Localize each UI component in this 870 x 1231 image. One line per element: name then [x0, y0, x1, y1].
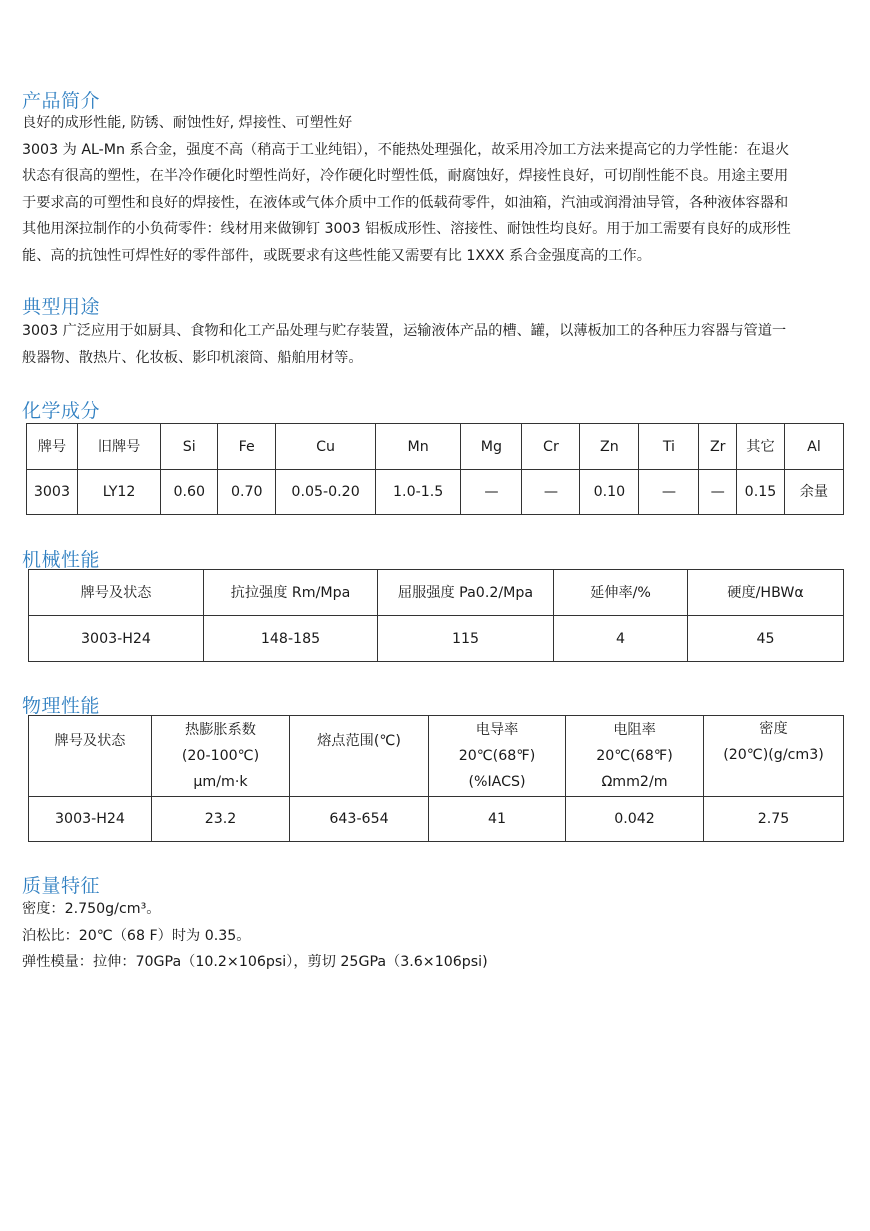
table-cell: —: [461, 470, 522, 515]
header-cell: Cu: [276, 424, 376, 470]
header-text: (%IACS): [468, 774, 526, 790]
table-cell: 23.2: [152, 797, 290, 842]
table-cell: 1.0-1.5: [375, 470, 460, 515]
intro-title: 产品简介: [22, 90, 101, 112]
table-cell: —: [639, 470, 699, 515]
header-text: 牌号及状态: [54, 733, 126, 749]
quality-line: 密度：2.750g/cm³。: [22, 901, 161, 917]
table-cell: 0.15: [737, 470, 785, 515]
intro-line: 于要求高的可塑性和良好的焊接性，在液体或气体介质中工作的低载荷零件，如油箱，汽油或润滑油导管，各种液体容器和: [22, 194, 789, 211]
header-cell: 硬度/HBWα: [688, 570, 844, 616]
table-row: [29, 616, 844, 662]
header-text: (20-100℃): [181, 748, 260, 764]
chemical-table: [26, 423, 844, 515]
table-cell: 41: [429, 797, 566, 842]
intro-line: 其他用深拉制作的小负荷零件：线材用来做铆钉 3003 铝板成形性、溶接性、耐蚀性均良好。用于加工需要有良好的成形性: [22, 221, 791, 237]
physical-title: 物理性能: [22, 695, 101, 717]
table-cell: 45: [688, 616, 844, 662]
header-cell: [429, 716, 566, 797]
header-text: 电导率: [475, 722, 519, 738]
table-cell: 115: [378, 616, 554, 662]
table-row: [27, 470, 844, 515]
table-cell: 3003: [27, 470, 78, 515]
header-cell: Fe: [218, 424, 276, 470]
header-cell: [566, 716, 704, 797]
table-cell: 0.70: [218, 470, 276, 515]
table-cell: 0.10: [580, 470, 639, 515]
table-cell: 0.042: [566, 797, 704, 842]
header-text: 20℃(68℉): [596, 748, 673, 764]
header-cell: 牌号及状态: [29, 570, 204, 616]
table-cell: 余量: [784, 470, 843, 515]
table-cell: —: [699, 470, 737, 515]
header-cell: Ti: [639, 424, 699, 470]
quality-title: 质量特征: [22, 875, 101, 897]
intro-line: 能、高的抗蚀性可焊性好的零件部件，或既要求有这些性能又需要有比 1XXX 系合金强度高的工作。: [22, 247, 651, 264]
table-cell: 0.05-0.20: [276, 470, 376, 515]
intro-line: 3003 为 AL-Mn 系合金，强度不高（稍高于工业纯铝），不能热处理强化，故采用冷加工方法来提高它的力学性能：在退火: [22, 141, 790, 158]
header-text: (20℃)(g/cm3): [723, 747, 824, 763]
header-text: Ωmm2/m: [601, 774, 668, 790]
table-cell: 0.60: [161, 470, 218, 515]
header-cell: Si: [161, 424, 218, 470]
header-text: 电阻率: [613, 722, 656, 738]
table-row: [29, 797, 844, 842]
table-cell: 2.75: [704, 797, 844, 842]
table-cell: 148-185: [204, 616, 378, 662]
header-cell: 屈服强度 Pa0.2/Mpa: [378, 570, 554, 616]
quality-line: 泊松比：20℃（68 F）时为 0.35。: [22, 927, 251, 944]
header-cell: [704, 716, 844, 797]
header-cell: 抗拉强度 Rm/Mpa: [204, 570, 378, 616]
header-cell: Mg: [461, 424, 522, 470]
header-cell: 其它: [737, 424, 785, 470]
header-cell: [290, 716, 429, 797]
header-cell: Al: [784, 424, 843, 470]
header-text: 密度: [759, 721, 788, 737]
mechanical-table: [28, 569, 844, 662]
intro-line: 良好的成形性能, 防锈、耐蚀性好, 焊接性、可塑性好: [22, 115, 353, 131]
intro-line: 状态有很高的塑性，在半冷作硬化时塑性尚好，冷作硬化时塑性低，耐腐蚀好，焊接性良好，可切削性能不良。用途主要用: [22, 168, 789, 184]
header-cell: [29, 716, 152, 797]
header-cell: [152, 716, 290, 797]
usage-line: 3003 广泛应用于如厨具、食物和化工产品处理与贮存装置，运输液体产品的槽、罐，以薄板加工的各种压力容器与管道一: [22, 323, 787, 339]
quality-line: 弹性模量：拉伸：70GPa（10.2×106psi），剪切 25GPa（3.6×106psi): [22, 954, 488, 970]
quality-paragraph: [22, 896, 850, 976]
usage-line: 般器物、散热片、化妆板、影印机滚筒、船舶用材等。: [22, 349, 363, 366]
usage-title: 典型用途: [22, 296, 101, 318]
header-cell: 延伸率/%: [554, 570, 688, 616]
mechanical-title: 机械性能: [22, 549, 101, 571]
header-cell: Mn: [375, 424, 460, 470]
table-cell: LY12: [77, 470, 160, 515]
usage-paragraph: [22, 318, 850, 371]
table-cell: —: [522, 470, 580, 515]
table-cell: 643-654: [290, 797, 429, 842]
header-cell: 牌号: [27, 424, 78, 470]
table-cell: 3003-H24: [29, 616, 204, 662]
header-cell: Zr: [699, 424, 737, 470]
table-cell: 3003-H24: [29, 797, 152, 842]
header-text: 熔点范围(℃): [317, 733, 401, 749]
header-text: μm/m·k: [193, 774, 248, 790]
header-cell: Zn: [580, 424, 639, 470]
intro-paragraph: [22, 110, 850, 269]
table-header-row: [29, 570, 844, 616]
table-header-row: [29, 716, 844, 797]
header-cell: Cr: [522, 424, 580, 470]
header-text: 20℃(68℉): [458, 748, 536, 764]
table-cell: 4: [554, 616, 688, 662]
table-header-row: [27, 424, 844, 470]
physical-table: [28, 715, 844, 842]
header-text: 热膨胀系数: [185, 722, 256, 738]
header-cell: 旧牌号: [77, 424, 160, 470]
chemical-title: 化学成分: [22, 400, 101, 422]
